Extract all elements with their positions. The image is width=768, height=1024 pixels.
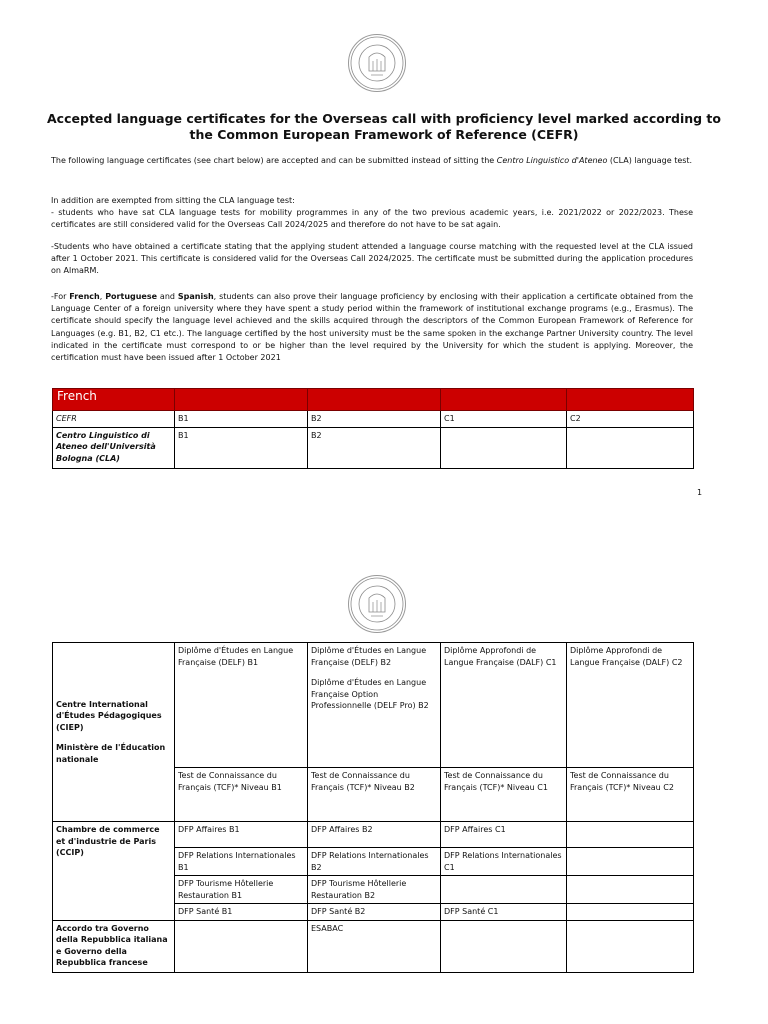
students-paragraph: -Students who have obtained a certificate stating that the applying student attended a language course matching with the requested level at the CLA issued after 1 October 2021. This certificate is considered valid for the Overseas Call 2024/2025. The certificate must be submitted during the application procedures on AlmaRM.: [51, 242, 693, 276]
table-cell: Diplôme Approfondi de Langue Française (DALF) C1: [441, 643, 567, 768]
table-cell: [567, 427, 694, 468]
table-cell: DFP Affaires B1: [175, 822, 308, 848]
table-cell: DFP Santé C1: [441, 904, 567, 921]
table-cell: DFP Santé B2: [308, 904, 441, 921]
cefr-label: CEFR: [53, 411, 175, 428]
table-cell: [441, 920, 567, 972]
language-heading: French: [53, 389, 175, 411]
table-cell: DFP Tourisme Hôtellerie Restauration B2: [308, 876, 441, 904]
table-cell: Test de Connaissance du Français (TCF)* Niveau C2: [567, 768, 694, 822]
level-cell: B2: [308, 411, 441, 428]
french-paragraph: -For French, Portuguese and Spanish, students can also prove their language proficiency by enclosing with their application a certificate obtained from the Language Center of a foreign university where they have spent a study period within the framework of institutional exchange programs (e.g., Erasmus). The certificate should specify the language level achieved and the skills acquired through the descriptors of the Common European Framework of Reference for Languages (e.g. B1, B2, C1 etc.). The language certified by the host university must be the same spoken in the exchange Partner University country. The level indicated in the certificate must correspond to or be higher than the level required by the University for which the student is applying. Moreover, the certification must have been issued after 1 October 2021: [51, 292, 693, 363]
table-cell: Diplôme d'Études en Langue Française (DELF) B2 Diplôme d'Études en Langue Française Option Professionnelle (DELF Pro) B2: [308, 643, 441, 768]
page-number: 1: [697, 488, 703, 497]
french-certificates-table: [52, 642, 694, 973]
org-cell-ciep: Centre International d'Études Pédagogiques (CIEP) Ministère de l'Éducation nationale: [53, 643, 175, 822]
exempt-heading: In addition are exempted from sitting the CLA language test:: [51, 196, 295, 205]
document-title: Accepted language certificates for the Overseas call with proficiency level marked according to the Common European Framework of Reference (CEFR): [47, 111, 721, 142]
table-cell: DFP Relations Internationales C1: [441, 848, 567, 876]
table-cell: [175, 920, 308, 972]
table-cell: B2: [308, 427, 441, 468]
table-cell: DFP Santé B1: [175, 904, 308, 921]
table-row: [53, 822, 694, 848]
table-cell: [567, 822, 694, 848]
table-cell: [567, 848, 694, 876]
table-cell: B1: [175, 427, 308, 468]
table-cell: DFP Relations Internationales B2: [308, 848, 441, 876]
university-seal: [348, 575, 406, 633]
table-cell: ESABAC: [308, 920, 441, 972]
table-cell: DFP Affaires C1: [441, 822, 567, 848]
table-cell: [567, 920, 694, 972]
table-cell: [441, 427, 567, 468]
table-cell: Test de Connaissance du Français (TCF)* Niveau B2: [308, 768, 441, 822]
level-cell: B1: [175, 411, 308, 428]
table-row: [53, 427, 694, 468]
table-cell: Diplôme d'Études en Langue Française (DELF) B1: [175, 643, 308, 768]
table-header-row: [53, 389, 694, 411]
level-cell: C1: [441, 411, 567, 428]
table-cell: DFP Affaires B2: [308, 822, 441, 848]
exempt-paragraph: [51, 195, 693, 232]
table-cell: DFP Relations Internationales B1: [175, 848, 308, 876]
org-cell-accordo: Accordo tra Governo della Repubblica italiana e Governo della Repubblica francese: [53, 920, 175, 972]
table-cell: Test de Connaissance du Français (TCF)* Niveau C1: [441, 768, 567, 822]
table-cell: [567, 876, 694, 904]
table-cell: Diplôme Approfondi de Langue Française (DALF) C2: [567, 643, 694, 768]
french-cefr-table: [52, 388, 694, 469]
table-row: [53, 411, 694, 428]
table-row: [53, 643, 694, 768]
table-cell: Test de Connaissance du Français (TCF)* Niveau B1: [175, 768, 308, 822]
university-seal: [348, 34, 406, 92]
table-cell: DFP Tourisme Hôtellerie Restauration B1: [175, 876, 308, 904]
table-cell: [441, 876, 567, 904]
seal-emblem-icon: [349, 35, 405, 91]
seal-emblem-icon: [349, 576, 405, 632]
intro-paragraph: The following language certificates (see chart below) are accepted and can be submitted instead of sitting the Centro Linguistico d'Ateneo (CLA) language test.: [51, 156, 693, 165]
level-cell: C2: [567, 411, 694, 428]
cla-label: Centro Linguistico di Ateneo dell'Università Bologna (CLA): [53, 427, 175, 468]
table-row: [53, 920, 694, 972]
table-cell: [567, 904, 694, 921]
exempt-item: - students who have sat CLA language tests for mobility programmes in any of the two previous academic years, i.e. 2021/2022 or 2022/2023. These certificates are still considered valid for the Overseas Call 2024/2025 and therefore do not have to be sat again.: [51, 208, 693, 230]
org-cell-ccip: Chambre de commerce et d'industrie de Paris (CCIP): [53, 822, 175, 921]
